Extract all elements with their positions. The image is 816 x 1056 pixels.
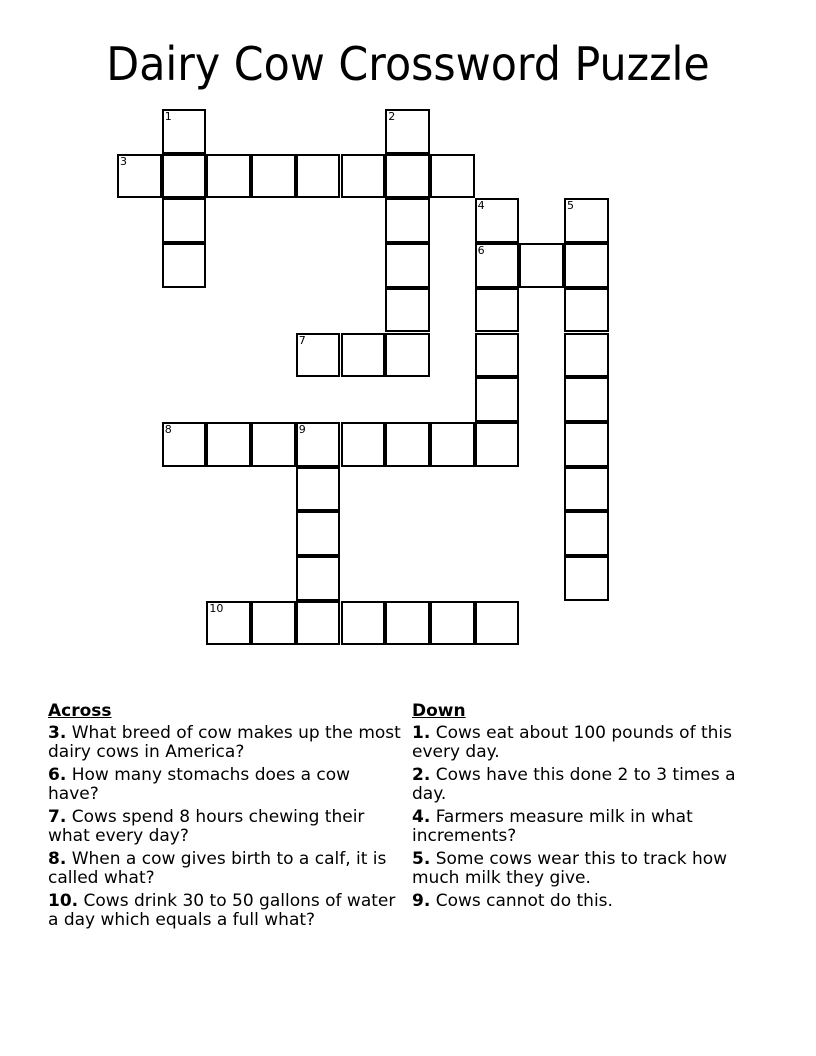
grid-cell[interactable] xyxy=(475,601,520,646)
clue-down-2 xyxy=(412,766,757,804)
grid-cell[interactable] xyxy=(385,198,430,243)
grid-cell[interactable] xyxy=(475,288,520,333)
clue-down-1 xyxy=(412,724,757,762)
grid-cell[interactable] xyxy=(385,422,430,467)
grid-cell[interactable] xyxy=(162,422,207,467)
clue-number: 5. xyxy=(412,849,431,869)
grid-cell[interactable] xyxy=(341,422,386,467)
grid-cell[interactable] xyxy=(117,154,162,199)
cell-number: 5 xyxy=(567,199,574,213)
grid-cell[interactable] xyxy=(564,243,609,288)
grid-cell[interactable] xyxy=(564,467,609,512)
grid-cell[interactable] xyxy=(296,333,341,378)
cell-number: 2 xyxy=(388,110,396,123)
grid-cell[interactable] xyxy=(385,288,430,333)
grid-cell[interactable] xyxy=(385,243,430,288)
cell-number: 10 xyxy=(209,601,224,615)
clue-down-5 xyxy=(412,850,757,888)
grid-cell[interactable] xyxy=(296,467,341,512)
grid-cell[interactable] xyxy=(206,154,251,199)
grid-cell[interactable] xyxy=(564,511,609,556)
clue-text: Cows eat about 100 pounds of this every day. xyxy=(412,723,732,762)
clue-number: 7. xyxy=(48,807,67,827)
clue-number: 6. xyxy=(48,765,67,785)
grid-cell[interactable] xyxy=(162,243,207,288)
grid-cell[interactable] xyxy=(162,198,207,243)
down-heading: Down xyxy=(412,701,466,721)
cell-number: 8 xyxy=(164,422,172,436)
grid-cell[interactable] xyxy=(475,243,520,288)
grid-cell[interactable] xyxy=(296,556,341,601)
grid-cell[interactable] xyxy=(206,422,251,467)
grid-cell[interactable] xyxy=(251,601,296,646)
clue-across-7 xyxy=(48,808,403,846)
clue-text: When a cow gives birth to a calf, it is called what? xyxy=(48,849,387,888)
clue-text: Cows cannot do this. xyxy=(435,891,613,911)
grid-cell[interactable] xyxy=(385,109,430,154)
clue-number: 10. xyxy=(48,891,79,911)
grid-cell[interactable] xyxy=(251,154,296,199)
clue-text: How many stomachs does a cow have? xyxy=(48,765,351,804)
grid-cell[interactable] xyxy=(251,422,296,467)
clue-down-9 xyxy=(412,892,757,911)
clue-text: Cows spend 8 hours chewing their what every day? xyxy=(48,807,365,846)
grid-cell[interactable] xyxy=(296,422,341,467)
grid-cell[interactable] xyxy=(564,333,609,378)
grid-cell[interactable] xyxy=(341,154,386,199)
clue-text: Farmers measure milk in what increments? xyxy=(412,807,693,846)
cell-number: 9 xyxy=(298,422,306,436)
clue-number: 8. xyxy=(48,849,67,869)
clue-across-8 xyxy=(48,850,403,888)
grid-cell[interactable] xyxy=(206,601,251,646)
grid-cell[interactable] xyxy=(385,333,430,378)
grid-cell[interactable] xyxy=(475,377,520,422)
grid-cell[interactable] xyxy=(385,154,430,199)
across-clues xyxy=(48,702,403,934)
grid-cell[interactable] xyxy=(296,601,341,646)
cell-number: 1 xyxy=(164,110,172,123)
grid-cell[interactable] xyxy=(564,377,609,422)
clue-across-6 xyxy=(48,766,403,804)
grid-cell[interactable] xyxy=(475,422,520,467)
grid-cell[interactable] xyxy=(430,154,475,199)
clue-text: Some cows wear this to track how much milk they give. xyxy=(412,849,728,888)
grid-cell[interactable] xyxy=(296,154,341,199)
cell-number: 4 xyxy=(477,199,485,213)
clue-number: 3. xyxy=(48,723,67,743)
grid-cell[interactable] xyxy=(385,601,430,646)
grid-cell[interactable] xyxy=(475,333,520,378)
across-heading: Across xyxy=(48,701,112,721)
page-title: Dairy Cow Crossword Puzzle xyxy=(106,37,710,91)
cell-number: 3 xyxy=(120,154,127,168)
cell-number: 7 xyxy=(298,333,306,347)
grid-cell[interactable] xyxy=(430,422,475,467)
clue-text: Cows have this done 2 to 3 times a day. xyxy=(412,765,736,804)
grid-cell[interactable] xyxy=(296,511,341,556)
grid-cell[interactable] xyxy=(519,243,564,288)
clue-down-4 xyxy=(412,808,757,846)
clue-number: 1. xyxy=(412,723,431,743)
grid-cell[interactable] xyxy=(162,109,207,154)
grid-cell[interactable] xyxy=(564,556,609,601)
grid-cell[interactable] xyxy=(564,422,609,467)
clue-number: 2. xyxy=(412,765,431,785)
grid-cell[interactable] xyxy=(430,601,475,646)
grid-cell[interactable] xyxy=(162,154,207,199)
grid-cell[interactable] xyxy=(564,288,609,333)
grid-cell[interactable] xyxy=(475,198,520,243)
grid-cell[interactable] xyxy=(564,198,609,243)
clue-across-3 xyxy=(48,724,403,762)
grid-cell[interactable] xyxy=(341,333,386,378)
down-clues xyxy=(412,702,757,915)
clue-number: 9. xyxy=(412,891,431,911)
grid-cell[interactable] xyxy=(341,601,386,646)
clue-text: Cows drink 30 to 50 gallons of water a day which equals a full what? xyxy=(48,891,396,930)
clue-across-10 xyxy=(48,892,403,930)
clue-number: 4. xyxy=(412,807,431,827)
cell-number: 6 xyxy=(477,244,485,258)
clue-text: What breed of cow makes up the most dairy cows in America? xyxy=(48,723,401,762)
